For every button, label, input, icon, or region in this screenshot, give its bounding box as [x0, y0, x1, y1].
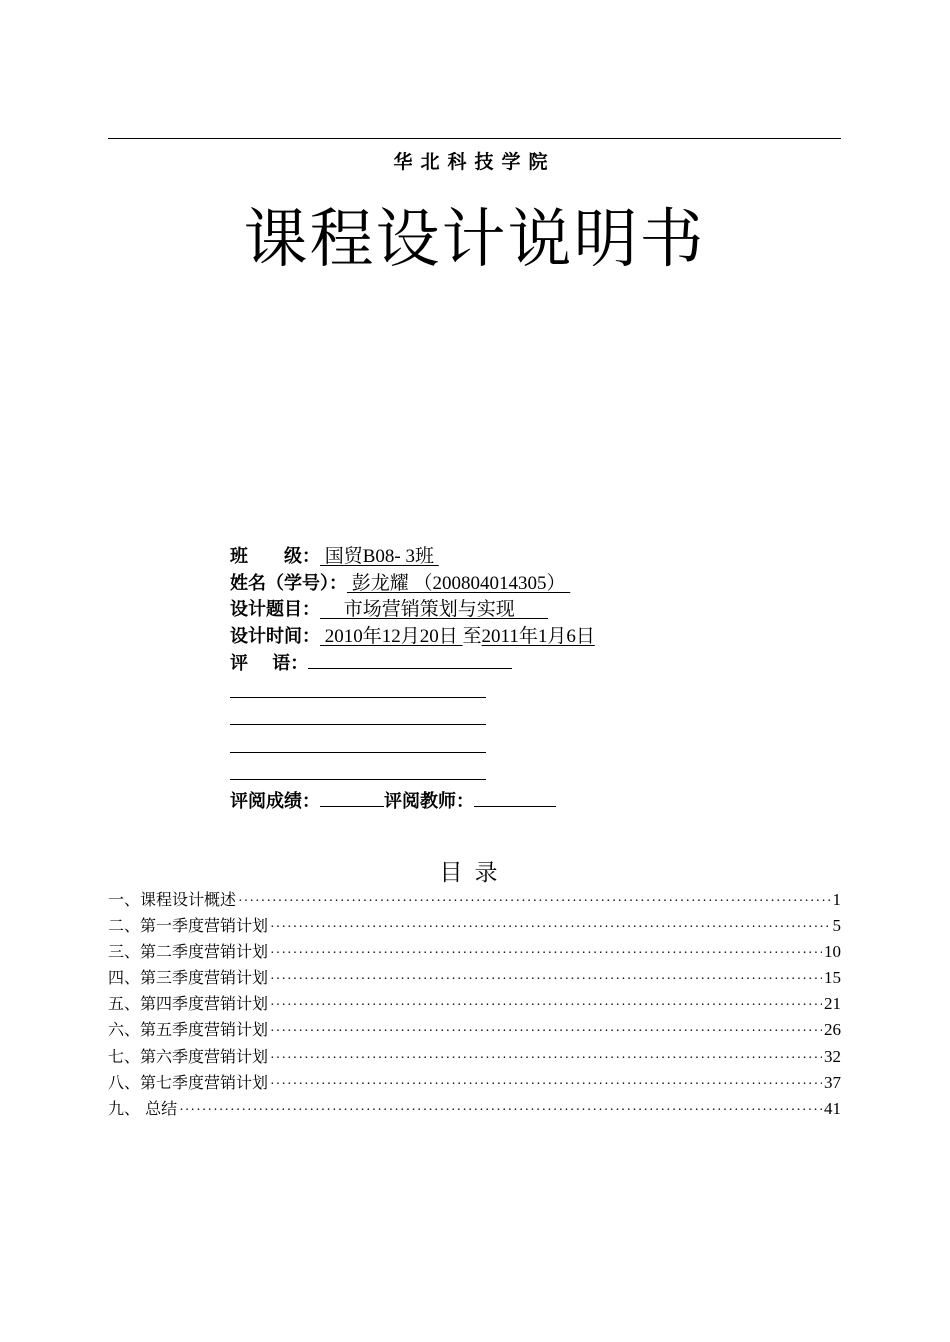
toc-entry[interactable] — [108, 1070, 841, 1096]
toc-entry-page: 37 — [824, 1072, 841, 1092]
toc-leader-dots — [270, 993, 822, 1019]
toc-entry-page: 41 — [824, 1098, 841, 1118]
toc-leader-dots — [270, 1046, 822, 1072]
toc-entry-page: 32 — [824, 1046, 841, 1066]
toc-entry-title: 三、第二季度营销计划 — [108, 942, 269, 962]
time-row — [230, 624, 830, 651]
toc-entry-page: 5 — [832, 916, 841, 936]
toc-entry-page: 21 — [824, 994, 841, 1014]
toc-entry[interactable] — [108, 913, 841, 939]
grade-row — [230, 788, 830, 815]
topic-label: 设计题目： — [230, 599, 320, 620]
toc-entry-title: 四、第三季度营销计划 — [108, 968, 269, 988]
toc-entry-title: 二、第一季度营销计划 — [108, 916, 269, 936]
toc-entry-title: 一、课程设计概述 — [108, 890, 237, 909]
toc-entry[interactable] — [108, 939, 841, 965]
student-info-block — [230, 544, 830, 814]
toc-entry-page: 1 — [832, 890, 841, 909]
comment-line — [230, 735, 486, 753]
time-separator: 至 — [462, 625, 482, 647]
toc-leader-dots — [270, 1019, 822, 1045]
college-name: 华北科技学院 — [393, 151, 556, 173]
comment-lines — [230, 680, 830, 781]
class-row — [230, 544, 830, 571]
toc-entry-page: 15 — [824, 968, 841, 988]
toc-entry-page: 10 — [824, 942, 841, 962]
toc-entry[interactable] — [108, 991, 841, 1017]
comment-blank — [308, 650, 512, 669]
time-end: 2011年1月6日 — [481, 625, 595, 647]
class-value: 国贸B08- 3班 — [320, 546, 439, 567]
toc-entry[interactable] — [108, 887, 841, 913]
comment-row — [230, 650, 830, 677]
toc-leader-dots — [270, 915, 830, 941]
name-row — [230, 571, 830, 598]
toc-entry-title: 八、第七季度营销计划 — [108, 1072, 269, 1092]
grade-blank — [320, 788, 384, 807]
time-label: 设计时间： — [230, 625, 320, 647]
toc-leader-dots — [238, 889, 830, 915]
toc-leader-dots — [270, 941, 822, 967]
comment-line — [230, 707, 486, 725]
toc-leader-dots — [270, 967, 822, 993]
table-of-contents — [108, 887, 841, 1122]
toc-entry[interactable] — [108, 1044, 841, 1070]
comment-line — [230, 762, 486, 780]
toc-entry-page: 26 — [824, 1020, 841, 1040]
time-start: 2010年12月20日 — [320, 625, 463, 647]
topic-value: 市场营销策划与实现 — [320, 599, 549, 620]
topic-row — [230, 597, 830, 624]
toc-entry-title: 九、 总结 — [108, 1098, 178, 1118]
header-rule — [108, 138, 841, 139]
toc-leader-dots — [270, 1072, 822, 1098]
document-title: 课程设计说明书 — [243, 203, 706, 277]
comment-line — [230, 680, 486, 698]
toc-entry[interactable] — [108, 1017, 841, 1043]
teacher-label: 评阅教师： — [384, 790, 474, 812]
toc-entry-title: 五、第四季度营销计划 — [108, 994, 269, 1014]
name-value: 彭龙耀 （200804014305） — [347, 572, 571, 594]
comment-label: 评 语： — [230, 653, 309, 674]
toc-leader-dots — [179, 1098, 822, 1124]
grade-label: 评阅成绩： — [230, 790, 320, 812]
toc-entry-title: 七、第六季度营销计划 — [108, 1046, 269, 1066]
toc-title: 目录 — [439, 860, 510, 886]
class-label: 班 级： — [230, 546, 320, 567]
toc-entry[interactable] — [108, 1096, 841, 1122]
toc-entry[interactable] — [108, 965, 841, 991]
teacher-blank — [474, 788, 556, 807]
toc-entry-title: 六、第五季度营销计划 — [108, 1020, 269, 1040]
name-label: 姓名（学号）： — [230, 572, 347, 594]
